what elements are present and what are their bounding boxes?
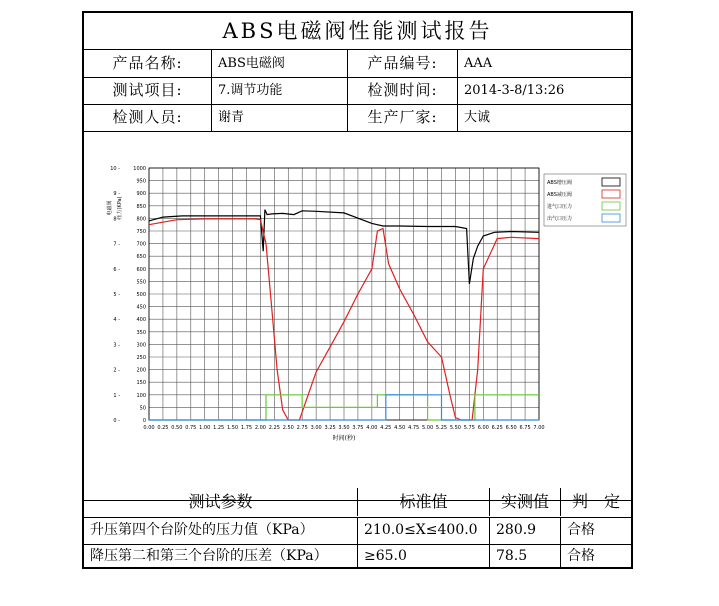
info-row [84,50,631,78]
manufacturer-value: 大诚 [464,110,491,125]
x-tick-label: 5.00 [422,425,434,431]
y-axis-label: 压力(KPa) [117,196,123,220]
x-tick-label: 0.25 [157,425,169,431]
y-left-tick-label: 0 - [113,418,120,424]
y-tick-label: 300 [136,342,146,349]
test-item-value: 7.调节功能 [212,77,348,104]
y-tick-label: 750 [136,229,146,235]
param-cell: 降压第二和第三个台阶的压差（KPa） [84,544,358,569]
y-left-tick-label: 1 - [113,392,120,399]
product-name-label: 产品名称: [84,50,212,77]
y-left-tick-label: 9 - [113,191,120,198]
y-tick-label: 0 [142,418,146,424]
y-tick-label: 50 [139,405,146,412]
x-tick-label: 0.00 [143,425,155,431]
header-measured: 实测值 [490,488,561,516]
legend-swatch [602,214,620,222]
x-tick-label: 1.50 [227,425,239,431]
x-tick-label: 3.00 [310,425,322,431]
y-tick-label: 650 [136,254,146,261]
header-param: 测试参数 [84,488,358,516]
y-tick-label: 900 [136,191,146,198]
y-tick-label: 350 [136,329,146,336]
product-code-label: 产品编号: [348,50,458,77]
results-header-row [84,488,631,518]
report-title: ABS电磁阀性能测试报告 [84,13,631,50]
x-tick-label: 3.25 [324,425,336,431]
legend-swatch [602,202,620,210]
measured-cell: 280.9 [490,517,561,544]
test-time-value: 2014-3-8/13:26 [464,83,565,98]
x-tick-label: 2.00 [254,425,266,431]
y-left-tick-label: 3 - [113,342,120,349]
x-tick-label: 4.50 [394,425,406,431]
y-left-tick-label: 8 - [113,216,120,223]
y-left-tick-label: 2 - [113,367,120,374]
y-tick-label: 500 [136,292,146,298]
x-tick-label: 0.50 [171,425,183,431]
measured-cell: 78.5 [490,544,561,569]
header-standard: 标准值 [358,488,490,516]
y-tick-label: 700 [136,241,146,248]
y-tick-label: 550 [136,279,146,286]
x-tick-label: 3.75 [352,425,364,431]
x-tick-label: 2.50 [282,425,294,431]
x-tick-label: 2.75 [296,425,308,431]
inspector-value: 谢青 [212,104,348,131]
x-tick-label: 4.75 [408,425,420,431]
pressure-chart [84,130,631,500]
x-tick-label: 1.75 [240,425,253,431]
x-tick-label: 5.75 [463,425,475,431]
x-axis-label: 时间(秒) [332,435,356,442]
info-row [84,104,631,132]
y-left-tick-label: 7 - [113,241,120,248]
y-tick-label: 950 [136,178,146,185]
x-tick-label: 5.25 [435,425,448,431]
x-tick-label: 1.25 [213,425,225,431]
x-tick-label: 7.00 [533,425,545,431]
y-tick-label: 1000 [133,166,146,172]
product-code-value: AAA [464,56,493,71]
y-tick-label: 850 [136,203,146,210]
legend-swatch [602,190,620,198]
x-tick-label: 2.25 [268,425,280,431]
x-tick-label: 1.00 [199,425,211,431]
x-tick-label: 6.25 [491,425,503,431]
test-item-label: 测试项目: [84,77,212,104]
table-row [84,517,631,545]
legend-label: 出气口压力 [547,216,573,222]
verdict-cell: 合格 [567,522,595,538]
x-tick-label: 5.50 [449,425,461,431]
table-row [84,544,631,569]
y-left-tick-label: 4 - [113,317,120,324]
y-left-axis-label: 电磁阀 [107,200,113,216]
report-frame [82,11,633,569]
y-tick-label: 200 [136,367,146,374]
y-tick-label: 600 [136,266,146,273]
legend-label: ABS减压阀 [547,192,572,198]
y-tick-label: 400 [136,317,146,324]
y-tick-label: 150 [136,380,146,387]
y-tick-label: 250 [136,355,146,361]
y-left-tick-label: 6 - [113,266,120,273]
inspector-label: 检测人员: [84,104,212,131]
info-row [84,77,631,105]
standard-cell: ≥65.0 [358,544,490,569]
x-tick-label: 6.75 [519,425,531,431]
legend-swatch [602,178,620,186]
test-time-label: 检测时间: [348,77,458,104]
x-tick-label: 0.75 [185,425,197,431]
header-verdict: 判 定 [571,492,620,511]
x-tick-label: 6.50 [505,425,517,431]
y-left-tick-label: 10 - [110,166,120,172]
x-tick-label: 3.50 [338,425,350,431]
chart-area [84,130,631,501]
manufacturer-label: 生产厂家: [348,104,458,131]
legend-label: 进气口压力 [547,204,573,210]
legend-label: ABS增压阀 [547,180,572,186]
param-cell: 升压第四个台阶处的压力值（KPa） [84,517,358,544]
y-tick-label: 450 [136,304,146,311]
standard-cell: 210.0≤X≤400.0 [358,517,490,544]
verdict-cell: 合格 [567,548,595,564]
y-tick-label: 800 [136,216,146,223]
x-tick-label: 4.25 [380,425,392,431]
y-tick-label: 100 [136,392,146,399]
product-name-value: ABS电磁阀 [212,50,348,77]
y-left-tick-label: 5 - [113,292,120,298]
x-tick-label: 4.00 [366,425,378,431]
x-tick-label: 6.00 [477,425,489,431]
